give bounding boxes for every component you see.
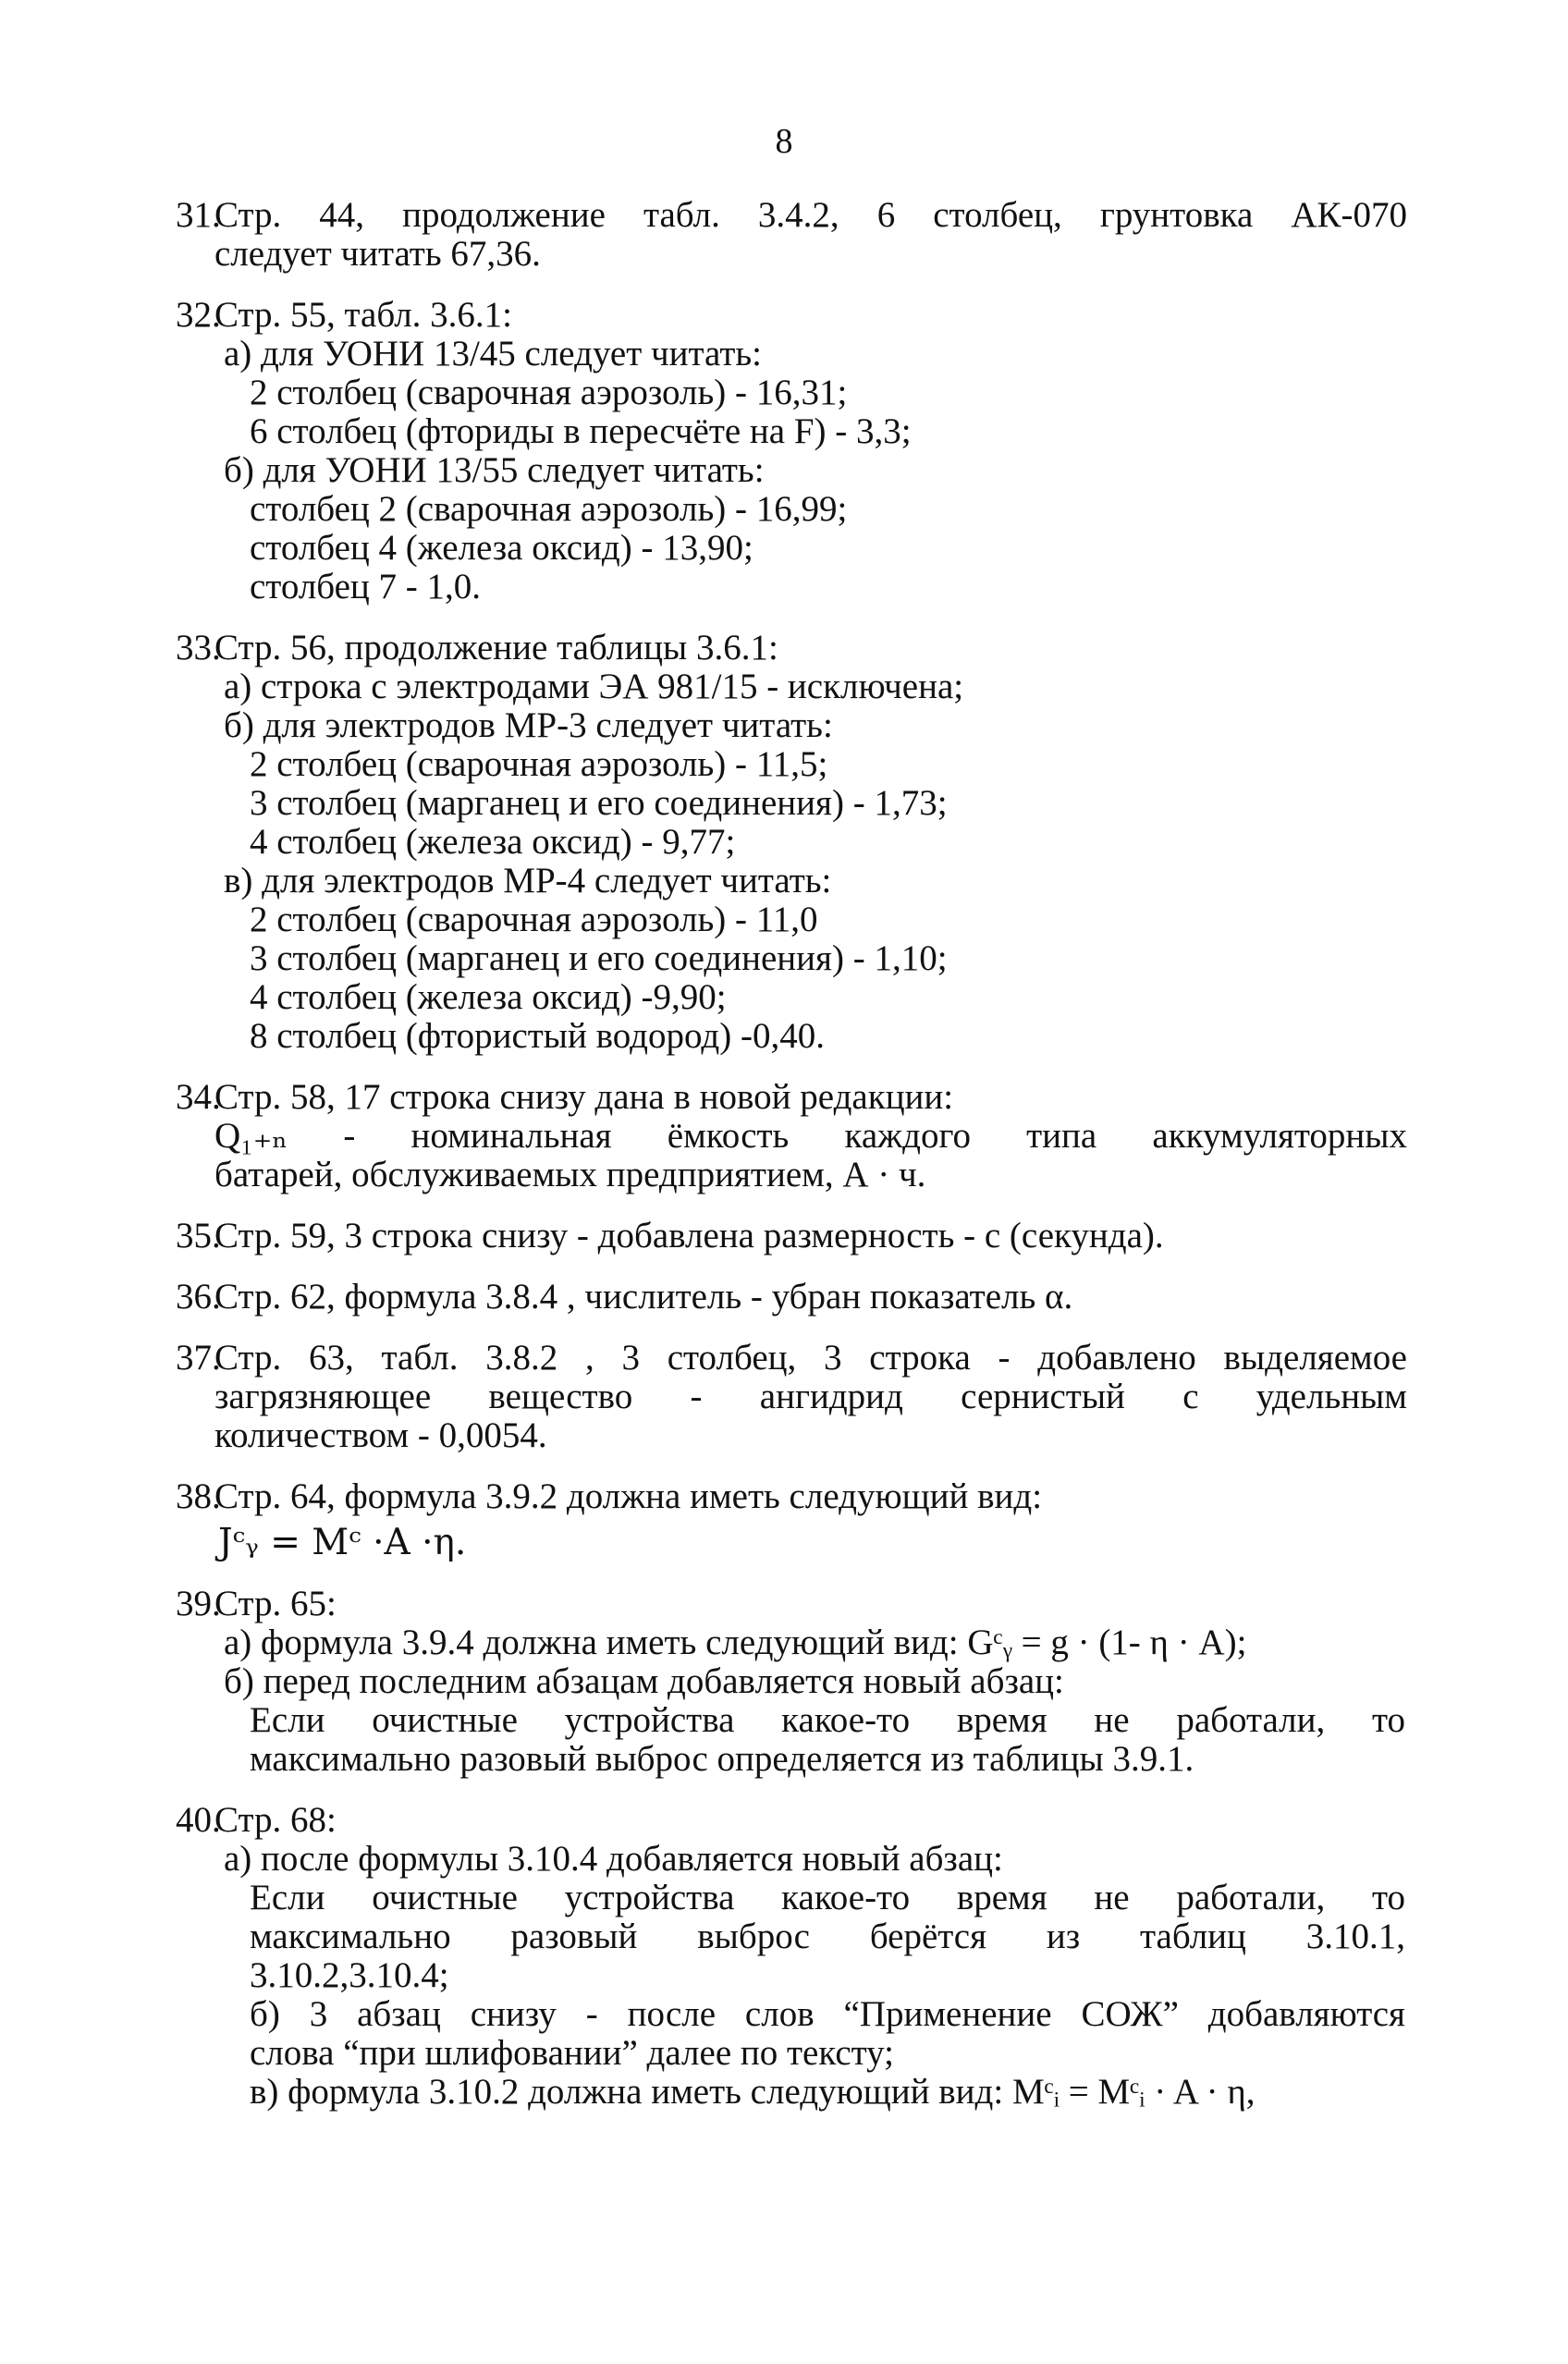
list-item-31 [0,196,1568,274]
item-line: б) для электродов МР-3 следует читать: [224,705,833,745]
item-line: б) перед последним абзацам добавляется новый абзац: [224,1661,1064,1701]
item-line: б) для УОНИ 13/55 следует читать: [224,450,765,490]
errata-list [0,196,1568,2134]
list-item-32 [0,296,1568,606]
item-number: 38. [176,1476,221,1516]
item-line: 6 столбец (фториды в пересчёте на F) - 3,3; [250,411,912,451]
item-number: 36. [176,1277,221,1317]
item-number: 32. [176,295,221,335]
item-line: Стр. 58, 17 строка снизу дана в новой редакции: [214,1077,954,1117]
item-number: 35. [176,1216,221,1255]
item-line: 8 столбец (фтористый водород) -0,40. [250,1016,825,1056]
item-line: следует читать 67,36. [214,234,541,274]
list-item-36 [0,1278,1568,1317]
item-line: а) для УОНИ 13/45 следует читать: [224,334,763,374]
item-line: 3 столбец (марганец и его соединения) - 1,73; [250,783,948,823]
item-line: столбец 7 - 1,0. [250,567,482,606]
item-line: 4 столбец (железа оксид) -9,90; [250,977,727,1017]
item-line: Q₁₊ₙ - номинальная ёмкость каждого типа аккумуляторных [214,1116,1407,1156]
list-item-38 [0,1477,1568,1562]
item-number: 34. [176,1077,221,1117]
item-number: 31. [176,195,221,235]
item-line: Стр. 55, табл. 3.6.1: [214,295,513,335]
item-line: Стр. 68: [214,1800,337,1840]
item-line: Стр. 56, продолжение таблицы 3.6.1: [214,628,778,668]
item-line: столбец 4 (железа оксид) - 13,90; [250,528,753,568]
item-line: 2 столбец (сварочная аэрозоль) - 11,0 [250,900,818,939]
item-line: Если очистные устройства какое-то время не работали, то [250,1878,1405,1917]
item-number: 33. [176,628,221,668]
item-line: в) формула 3.10.2 должна иметь следующий вид: Mᶜᵢ = Mᶜᵢ · A · η, [250,2072,1256,2112]
item-line: загрязняющее вещество - ангидрид сернистый с удельным [214,1377,1407,1416]
list-item-40 [0,1801,1568,2112]
item-line: столбец 2 (сварочная аэрозоль) - 16,99; [250,489,848,529]
item-line: батарей, обслуживаемых предприятием, А · ч. [214,1155,926,1194]
list-item-39 [0,1585,1568,1779]
item-line: 3.10.2,3.10.4; [250,1955,449,1995]
item-line: максимально разовый выброс определяется из таблицы 3.9.1. [250,1739,1194,1779]
item-line: в) для электродов МР-4 следует читать: [224,861,832,900]
item-line: количеством - 0,0054. [214,1415,547,1455]
item-line: Стр. 64, формула 3.9.2 должна иметь следующий вид: [214,1476,1043,1516]
item-line: Стр. 44, продолжение табл. 3.4.2, 6 столбец, грунтовка АК-070 [214,195,1407,235]
item-line: Стр. 63, табл. 3.8.2 , 3 столбец, 3 строка - добавлено выделяемое [214,1338,1407,1378]
page-number: 8 [775,122,793,161]
item-line: 2 столбец (сварочная аэрозоль) - 16,31; [250,373,848,412]
item-line: 3 столбец (марганец и его соединения) - 1,10; [250,938,948,978]
item-number: 37. [176,1338,221,1378]
list-item-35 [0,1217,1568,1255]
item-number: 39. [176,1584,221,1623]
list-item-37 [0,1339,1568,1455]
list-item-33 [0,629,1568,1056]
item-line: а) строка с электродами ЭА 981/15 - исключена; [224,667,964,706]
list-item-34 [0,1078,1568,1194]
item-line: 2 столбец (сварочная аэрозоль) - 11,5; [250,744,828,784]
item-line: Стр. 59, 3 строка снизу - добавлена размерность - с (секунда). [214,1216,1164,1255]
item-number: 40. [176,1800,221,1840]
item-line: слова “при шлифовании” далее по тексту; [250,2033,894,2073]
item-line: Если очистные устройства какое-то время не работали, то [250,1700,1405,1740]
item-line: Стр. 62, формула 3.8.4 , числитель - убран показатель α. [214,1277,1073,1317]
item-line: а) после формулы 3.10.4 добавляется новый абзац: [224,1839,1003,1879]
item-line: 4 столбец (железа оксид) - 9,77; [250,822,736,862]
item-line: Стр. 65: [214,1584,337,1623]
item-line: а) формула 3.9.4 должна иметь следующий вид: Gᶜᵧ = g · (1- η · A); [224,1623,1247,1662]
item-line: б) 3 абзац снизу - после слов “Применение СОЖ” добавляются [250,1994,1405,2034]
item-line: максимально разовый выброс берётся из таблиц 3.10.1, [250,1917,1405,1956]
formula-3-9-2: Jᶜᵧ = Mᶜ ·A ·η. [218,1522,467,1563]
